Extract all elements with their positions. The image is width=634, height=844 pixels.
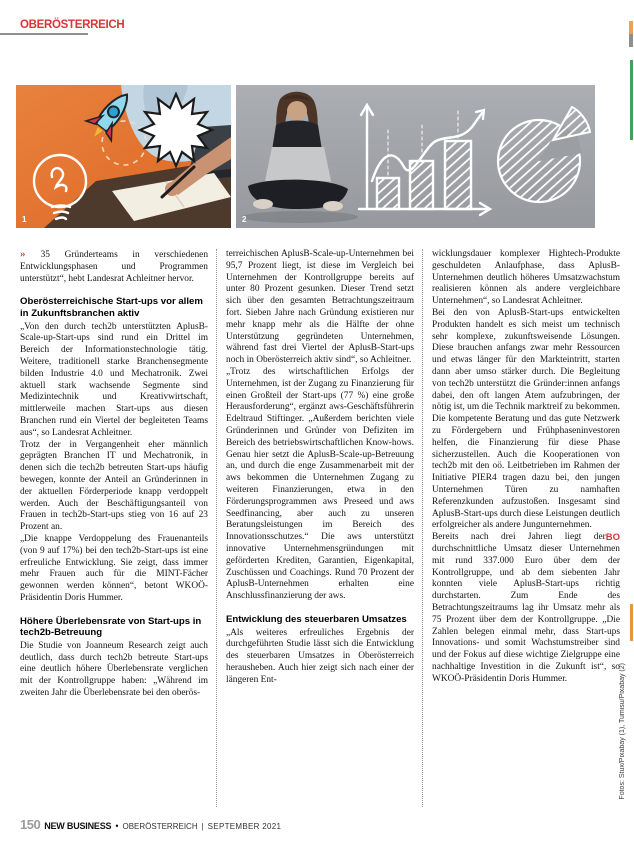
article-paragraph: wicklungsdauer komplexer Hightech-Produkte geschuldeten Anlaufphase, dass AplusB-Unternehmen deutlich höheres Umsatzwachstum realisieren können als andere vergleichbare Unternehmen“, so Landesrat Achleitner. <box>432 249 620 307</box>
article-heading: Entwicklung des steuerbaren Umsatzes <box>226 613 407 625</box>
section-label: OBERÖSTERREICH <box>20 19 125 31</box>
photo2-number-label: 2 <box>242 215 247 224</box>
photo1-number-label: 1 <box>22 215 27 224</box>
page-number: 150 <box>20 817 41 832</box>
article-column-3 <box>422 249 620 807</box>
page-footer <box>20 817 281 832</box>
footer-bullet: • <box>115 821 119 831</box>
edge-strip-orange-top <box>629 21 633 34</box>
article-paragraph: » 35 Gründerteams in verschiedenen Entwicklungsphasen und Programmen unterstützt“, hebt Landesrat Achleitner hervor. <box>20 249 209 284</box>
article-column-2 <box>216 249 414 807</box>
photo1-illustration <box>16 85 231 228</box>
photo-credit: Fotos: Stux/Pixabay (1), Tumisu/Pixabay (2) <box>619 663 626 800</box>
article-column-1 <box>20 249 208 807</box>
footer-issue: SEPTEMBER 2021 <box>207 822 282 831</box>
lead-quote-marker-icon: » <box>20 249 41 260</box>
article-heading: Höhere Überlebensrate von Start-ups in tech2b-Betreuung <box>20 615 202 639</box>
article-body <box>20 249 620 807</box>
photo-startup-writing <box>16 85 231 228</box>
article-paragraph: Bei den von AplusB-Start-ups entwickelten Produkten handelt es sich meist um technisch sehr komplexe, zukunftsweisende Lösungen. Diese brauchen anfangs zwar mehr Ressourcen und etwas länger für den Markteintritt, starten dann aber umso stärker durch. Die Begleitung von tech2b unterstützt die Gründer:innen anfangs dabei, den oft langen Atem aufzubringen, der nötig ist, um die Technik marktreif zu bekommen. Die kompetente Beratung und das gute Netzwerk zu Fördergebern und Frühphaseninvestoren helfen, die Finanzierung für diese Phase sicherzustellen. Auch die Kooperationen von tech2b mit den oö. Leitbetrieben im Rahmen der Initiative PIER4 tragen dazu bei, den jungen Unternehmen Türen zu namhaften Referenzkunden aufzustoßen. Insgesamt sind AplusB-Start-ups durch diese Leistungen deutlich erfolgreicher als andere Jungunternehmen. <box>432 307 620 531</box>
edge-strip-green <box>630 60 633 140</box>
edge-strip-gray <box>629 34 633 47</box>
article-paragraph: „Als weiteres erfreuliches Ergebnis der durchgeführten Studie lässt sich die Entwicklung des steuerbaren Umsatzes in Oberösterreich herausheben. Auch hier zeigt sich nach einer der längeren Ent- <box>226 627 414 685</box>
article-heading: Oberösterreichische Start-ups vor allem in Zukunftsbranchen aktiv <box>20 296 203 319</box>
article-paragraph: „Von den durch tech2b unterstützten AplusB-Scale-up-Start-ups sind rund ein Drittel im Bereich der Informationstechnologie tätig. Weitere, traditionell starke Branchensegmente bilden Industrie 4.0 und Mechatronik. Zwei aktuell stark wachsende Segmente sind Medizintechnik und Kreativwirtschaft, mittlerweile machen Start-ups aus diesen Branchen rund ein Viertel der begleiteten Teams aus“, so Landesrat Achleitner. <box>20 321 208 438</box>
photo2-illustration <box>236 85 595 228</box>
magazine-name: NEW BUSINESS <box>44 821 112 831</box>
article-paragraph: „Die knappe Verdoppelung des Frauenanteils (von 9 auf 17%) bei den tech2b-Start-ups ist eine erfreuliche Entwicklung. Sie zeigt, dass immer mehr Frauen auch für die MINT-Fächer gewonnen werden können“, betont WKOÖ-Präsidentin Doris Hummer. <box>20 533 208 603</box>
footer-section: OBERÖSTERREICH <box>122 822 198 831</box>
section-rule <box>0 33 88 35</box>
footer-divider: | <box>201 822 204 831</box>
photo-band <box>16 85 595 228</box>
edge-strip-orange-mid <box>630 604 633 641</box>
article-paragraph: Die Studie von Joanneum Research zeigt auch deutlich, dass durch tech2b betreute Start-ups eine deutlich höhere Überlebensrate verglichen mit der Kontrollgruppe haben: „Während im zweiten Jahr die Überlebensrate bei den oberös- <box>20 640 208 699</box>
article-paragraph: BO Bereits nach drei Jahren liegt der durchschnittliche Umsatz dieser Unternehmen mit rund 337.000 Euro über dem der Kontrollgruppe, und ab dem siebenten Jahr konnten viele AplusB-Start-ups richtig durchstarten. Zum Ende des Betrachtungszeitraums lag ihr Umsatz mehr als 75 Prozent über dem der Kontrollgruppe. „Die Zahlen belegen einmal mehr, dass Start-ups Innovations- und somit Wachstumstreiber sind und der Fokus auf diese wichtige Zielgruppe eine nachhaltige Investition in die Zukunft ist“, so WKOÖ-Präsidentin Doris Hummer. <box>432 532 620 684</box>
section-header <box>20 15 124 33</box>
article-paragraph: Trotz der in Vergangenheit eher männlich geprägten Branchen IT und Mechatronik, in denen sich die tech2b betreuten Start-ups häufig bewegen, konnte der Anteil an Gründerinnen in der aktuellen Förderperiode knapp verdoppelt werden. Auch der Beschäftigungsanteil von Frauen in tech2b-Start-ups stieg von 16 auf 23 Prozent an. <box>20 439 208 533</box>
article-paragraph: „Trotz des wirtschaftlichen Erfolgs der Unternehmen, ist der Zugang zu Finanzierung für einen Großteil der Start-ups (77 %) eine große Herausforderung“, ergänzt aws-Geschäftsführerin Edeltraud Stiftinger. „Außerdem berichten viele Gründerinnen und Gründer von Defiziten im Bereich des betriebswirtschaftlichen Know-hows. Genau hier setzt die AplusB-Scale-up-Betreuung an, und durch die enge Zusammenarbeit mit der aws bekommen die Unternehmen Zugang zu weiteren Finanzierungen, etwa in den Förderungsprogrammen aws Preseed und aws Seedfinancing, aber auch zu unseren Beratungsleistungen im Bereich des Innovationsschutzes.“ Die aws unterstützt innovative Unternehmensgründungen mit geförderten Krediten, Garantien, Eigenkapital, Zuschüssen und Coachings. Rund 70 Prozent der AplusB-Unternehmen erhalten eine Anschlussfinanzierung der aws. <box>226 366 414 602</box>
article-paragraph: terreichischen AplusB-Scale-up-Unternehmen bei 95,7 Prozent liegt, ist diese im Vergleich bei Unternehmen der Kontrollgruppe bereits auf unter 80 Prozent gesunken. Dieser Trend setzt sich über den gesamten Betrachtungszeitraum fort. Sieben Jahre nach Gründung existieren nur mehr knapp mehr als die Hälfte der ohne Unterstützung gegründeten Unternehmen, während fast drei Viertel der AplusB-Start-ups noch in Oberösterreich aktiv sind“, so Achleitner. <box>226 249 414 366</box>
photo-woman-charts <box>236 85 595 228</box>
article-end-mark: BO <box>605 532 620 544</box>
